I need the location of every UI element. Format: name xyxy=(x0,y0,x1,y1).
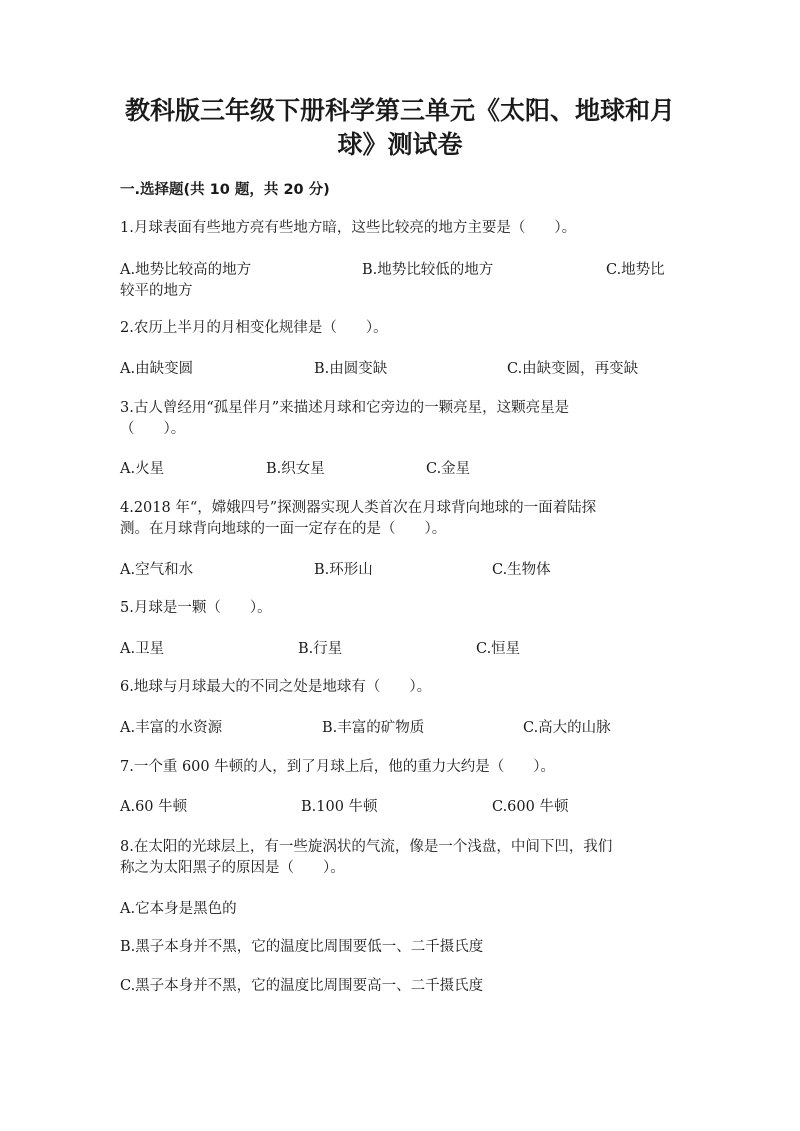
title-line-1: 教科版三年级下册科学第三单元《太阳、地球和月 xyxy=(124,96,675,125)
question-3-option-a: A.火星 xyxy=(120,461,165,477)
question-6-option-a: A.丰富的水资源 xyxy=(120,720,223,736)
question-3-option-c: C.金星 xyxy=(426,461,471,477)
question-7-option-c: C.600 牛顿 xyxy=(492,799,569,815)
question-3-text-line-1: 3.古人曾经用“孤星伴月”来描述月球和它旁边的一颗亮星，这颗亮星是 xyxy=(120,400,570,416)
question-7-option-a: A.60 牛顿 xyxy=(120,799,188,815)
question-3-option-b: B.织女星 xyxy=(266,461,325,477)
question-8-text-line-1: 8.在太阳的光球层上，有一些旋涡状的气流，像是一个浅盘，中间下凹，我们 xyxy=(120,839,613,855)
question-7-option-b: B.100 牛顿 xyxy=(301,799,378,815)
question-6-text: 6.地球与月球最大的不同之处是地球有（ ）。 xyxy=(120,679,432,695)
page-title xyxy=(100,94,700,162)
question-1-option-c-wrap: 较平的地方 xyxy=(120,283,193,299)
question-2-option-c: C.由缺变圆，再变缺 xyxy=(507,361,639,377)
question-5-option-b: B.行星 xyxy=(298,641,343,657)
question-2-text: 2.农历上半月的月相变化规律是（ ）。 xyxy=(120,320,388,336)
question-8-option-a: A.它本身是黑色的 xyxy=(120,901,237,917)
question-6-option-b: B.丰富的矿物质 xyxy=(322,720,425,736)
question-1-option-b: B.地势比较低的地方 xyxy=(362,262,494,278)
question-4-option-a: A.空气和水 xyxy=(120,562,194,578)
question-8-option-b: B.黑子本身并不黑，它的温度比周围要低一、二千摄氏度 xyxy=(120,939,484,955)
question-5-option-a: A.卫星 xyxy=(120,641,165,657)
question-6-option-c: C.高大的山脉 xyxy=(523,720,611,736)
title-line-2: 球》测试卷 xyxy=(337,130,463,159)
question-3-text-line-2: （ ）。 xyxy=(120,421,186,437)
question-5-option-c: C.恒星 xyxy=(476,641,521,657)
question-1-option-a: A.地势比较高的地方 xyxy=(120,262,252,278)
question-4-text-line-2: 测。在月球背向地球的一面一定存在的是（ ）。 xyxy=(120,521,447,537)
question-4-option-c: C.生物体 xyxy=(492,562,551,578)
question-8-text-line-2: 称之为太阳黑子的原因是（ ）。 xyxy=(120,860,345,876)
question-4-option-b: B.环形山 xyxy=(314,562,373,578)
question-2-option-a: A.由缺变圆 xyxy=(120,361,194,377)
question-4-text-line-1: 4.2018 年“，嫦娥四号”探测器实现人类首次在月球背向地球的一面着陆探 xyxy=(120,500,597,516)
section-heading: 一.选择题(共 10 题，共 20 分) xyxy=(120,182,330,198)
question-2-option-b: B.由圆变缺 xyxy=(314,361,388,377)
question-1-text: 1.月球表面有些地方亮有些地方暗，这些比较亮的地方主要是（ ）。 xyxy=(120,220,577,236)
question-5-text: 5.月球是一颗（ ）。 xyxy=(120,600,272,616)
question-1-option-c: C.地势比 xyxy=(606,262,665,278)
question-8-option-c: C.黑子本身并不黑，它的温度比周围要高一、二千摄氏度 xyxy=(120,978,484,994)
question-7-text: 7.一个重 600 牛顿的人，到了月球上后，他的重力大约是（ ）。 xyxy=(120,759,555,775)
